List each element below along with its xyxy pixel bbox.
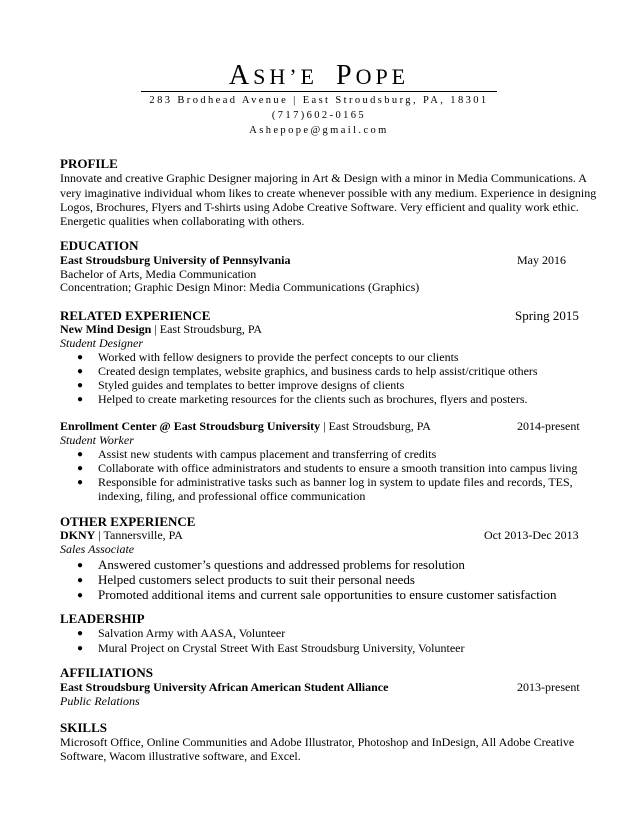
job-bullet: Promoted additional items and current sale opportunities to ensure customer satisfaction	[98, 587, 557, 602]
profile-line: Energetic qualities when collaborating with others.	[60, 214, 305, 228]
profile-line: Logos, Brochures, Flyers and T-shirts using Adobe Creative Software. Very efficient and quality work ethic.	[60, 200, 579, 214]
profile-line: Innovate and creative Graphic Designer majoring in Art & Design with a minor in Media Communications. A	[60, 171, 587, 185]
job-bullet: Worked with fellow designers to provide the perfect concepts to our clients	[98, 350, 459, 364]
job-date: 2014-present	[517, 419, 580, 433]
leadership-bullet: Mural Project on Crystal Street With East Stroudsburg University, Volunteer	[98, 641, 465, 655]
school-name: East Stroudsburg University of Pennsylvania	[60, 253, 291, 267]
job-bullet: Answered customer’s questions and addressed problems for resolution	[98, 557, 465, 572]
bullet-icon: ●	[77, 590, 84, 601]
bullet-icon: ●	[77, 643, 84, 654]
last-name-initial: P	[335, 60, 356, 91]
applicant-name	[0, 60, 638, 92]
bullet-icon: ●	[77, 575, 84, 586]
leadership-bullet: Salvation Army with AASA, Volunteer	[98, 626, 286, 640]
bullet-icon: ●	[77, 366, 84, 377]
affiliation-date: 2013-present	[517, 680, 580, 694]
job-role: Sales Associate	[60, 542, 135, 556]
skills-line: Software, Wacom illustrative software, and Excel.	[60, 749, 301, 763]
email: Ashepope@gmail.com	[249, 125, 389, 136]
skills-heading: SKILLS	[60, 720, 107, 735]
job-org-line: Enrollment Center @ East Stroudsburg University | East Stroudsburg, PA	[60, 419, 431, 433]
leadership-heading: LEADERSHIP	[60, 611, 145, 626]
education-date: May 2016	[517, 253, 566, 267]
header-divider	[141, 91, 497, 92]
job-bullet: Created design templates, website graphics, and business cards to help assist/critique others	[98, 364, 538, 378]
degree: Bachelor of Arts, Media Communication	[60, 267, 257, 281]
job-role: Student Worker	[60, 433, 134, 447]
education-heading: EDUCATION	[60, 238, 139, 253]
bullet-icon: ●	[77, 352, 84, 363]
job-bullet: Helped customers select products to suit their personal needs	[98, 572, 415, 587]
affiliations-heading: AFFILIATIONS	[60, 665, 153, 680]
bullet-icon: ●	[77, 560, 84, 571]
phone: (717)602-0165	[271, 110, 367, 121]
bullet-icon: ●	[77, 380, 84, 391]
bullet-icon: ●	[77, 628, 84, 639]
job-bullet: Assist new students with campus placement and transferring of credits	[98, 447, 437, 461]
bullet-icon: ●	[77, 449, 84, 460]
bullet-icon: ●	[77, 394, 84, 405]
job-org-line: DKNY | Tannersville, PA	[60, 528, 183, 542]
affiliation-role: Public Relations	[60, 694, 140, 708]
job-role: Student Designer	[60, 336, 143, 350]
first-name-initial: A	[228, 60, 254, 91]
other-experience-heading: OTHER EXPERIENCE	[60, 514, 196, 529]
job-bullet-continuation: indexing, filing, and professional office communication	[98, 489, 366, 503]
job-bullet: Styled guides and templates to better improve designs of clients	[98, 378, 405, 392]
profile-heading: PROFILE	[60, 156, 118, 171]
job-bullet: Collaborate with office administrators and students to ensure a smooth transition into campus living	[98, 461, 578, 475]
related-experience-heading: RELATED EXPERIENCE	[60, 308, 211, 323]
job-date: Oct 2013-Dec 2013	[484, 528, 579, 542]
concentration: Concentration; Graphic Design Minor: Media Communications (Graphics)	[60, 280, 420, 294]
skills-line: Microsoft Office, Online Communities and Adobe Illustrator, Photoshop and InDesign, All Adobe Creative	[60, 735, 575, 749]
affiliation-org: East Stroudsburg University African American Student Alliance	[60, 680, 389, 694]
last-name-rest: OPE	[355, 64, 410, 89]
first-name-rest: SH’E	[253, 64, 318, 89]
job-bullet: Helped to create marketing resources for the clients such as brochures, flyers and posters.	[98, 392, 528, 406]
related-experience-date: Spring 2015	[515, 308, 579, 323]
bullet-icon: ●	[77, 477, 84, 488]
job-bullet: Responsible for administrative tasks such as banner log in system to update files and records, TES,	[98, 475, 573, 489]
profile-line: very imaginative individual whom likes to create whenever possible with any medium. Experience in designing	[60, 186, 597, 200]
bullet-icon: ●	[77, 463, 84, 474]
job-org-line: New Mind Design | East Stroudsburg, PA	[60, 322, 263, 336]
address: 283 Brodhead Avenue | East Stroudsburg, PA, 18301	[149, 95, 489, 106]
